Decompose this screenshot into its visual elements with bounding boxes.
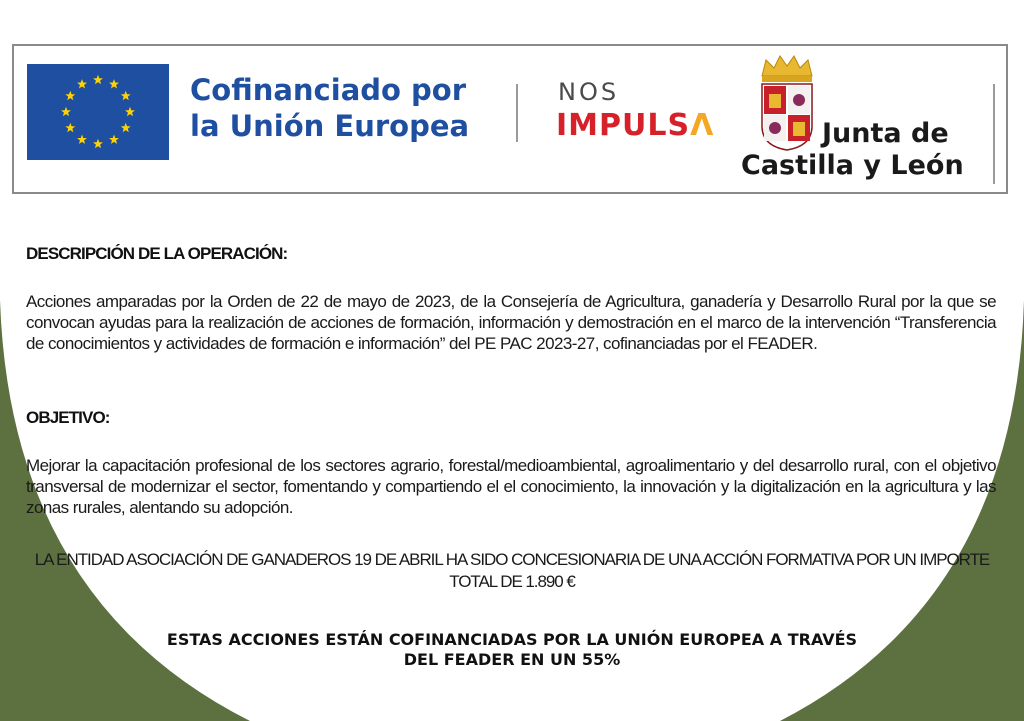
cofinancing-statement: [60, 630, 964, 670]
impulsa-text: IMPULS: [556, 108, 691, 143]
objective-heading: OBJETIVO:: [26, 408, 110, 427]
description-text: Acciones amparadas por la Orden de 22 de mayo de 2023, de la Consejería de Agricultura, ganadería y Desarrollo Rural por la que se convocan ayudas para la realización de acciones de formación, información y demostración en el marco de la intervención “Transferencia de conocimientos y actividades de formación e información” del PE PAC 2023-27, cofinanciadas por el FEADER.: [26, 292, 996, 353]
eu-line-2: la Unión Europea: [190, 109, 470, 143]
junta-line-2: Castilla y León: [741, 150, 964, 181]
cofinancing-line-2: DEL FEADER EN UN 55%: [403, 650, 621, 669]
eu-cofinanced-text: [190, 72, 490, 144]
objective-text: Mejorar la capacitación profesional de los sectores agrario, forestal/medioambiental, agroalimentario y del desarrollo rural, con el objetivo transversal de modernizar el sector, fomentando y compartiendo el el conocimiento, la innovación y la digitalización en la agricultura y las zonas rurales, alentando su adopción.: [26, 456, 996, 517]
castilla-leon-crest-icon: [756, 54, 818, 154]
logo-separator: [516, 84, 518, 142]
eu-flag-icon: [27, 64, 169, 160]
junta-line-1: Junta de: [822, 118, 949, 149]
description-heading: DESCRIPCIÓN DE LA OPERACIÓN:: [26, 244, 288, 263]
cofinancing-line-1: ESTAS ACCIONES ESTÁN COFINANCIADAS POR LA UNIÓN EUROPEA A TRAVÉS: [166, 630, 858, 649]
impulsa-last-letter: Λ: [690, 108, 715, 143]
impulsa-logo: [556, 108, 714, 143]
nos-text: NOS: [558, 78, 620, 106]
eu-line-1: Cofinanciado por: [190, 73, 467, 107]
grant-notice: LA ENTIDAD ASOCIACIÓN DE GANADEROS 19 DE ABRIL HA SIDO CONCESIONARIA DE UNA ACCIÓN FORMATIVA POR UN IMPORTE TOTAL DE 1.890 €: [34, 550, 990, 591]
logo-banner: [12, 44, 1008, 194]
logo-separator-right: [993, 84, 995, 184]
